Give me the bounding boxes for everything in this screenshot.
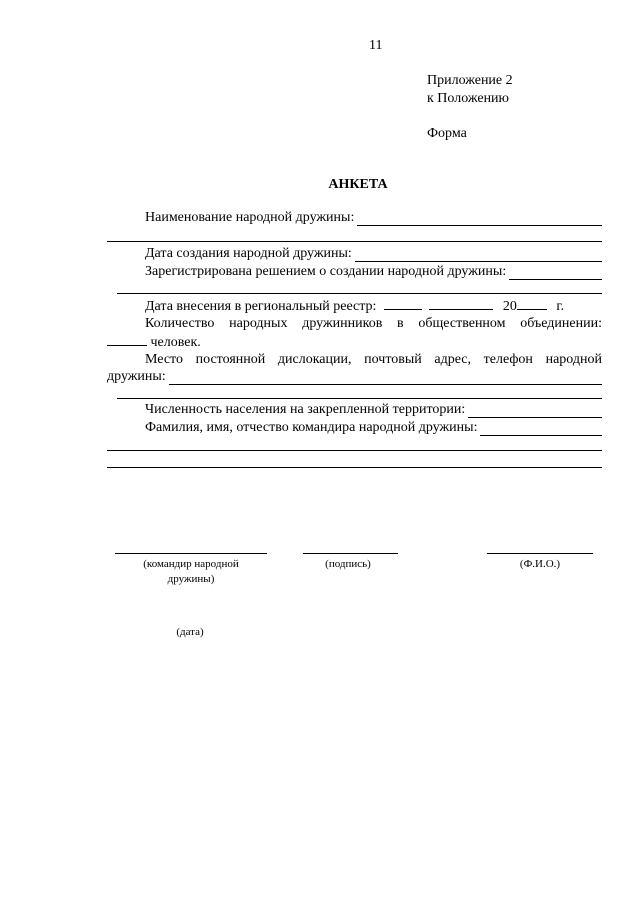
field-created-input[interactable]	[355, 248, 602, 262]
field-registered-row	[145, 262, 602, 280]
field-commander-row	[145, 418, 602, 436]
field-commander-continuation-2[interactable]	[107, 467, 602, 468]
registry-year-prefix: 20	[502, 299, 517, 314]
field-members-label: Количество народных дружинников в общественном объединении:	[145, 316, 602, 331]
signature-line[interactable]	[303, 553, 398, 554]
field-name-row	[145, 208, 602, 226]
commander-signature-line[interactable]	[115, 553, 267, 554]
form-label: Форма	[427, 126, 467, 141]
field-members-input[interactable]	[107, 333, 147, 346]
page-number: 11	[369, 38, 383, 53]
field-location-label-line1: Место постоянной дислокации, почтовый адрес, телефон народной	[145, 352, 602, 367]
field-registered-label: Зарегистрирована решением о создании народной дружины:	[145, 264, 507, 279]
page-title: АНКЕТА	[328, 177, 388, 192]
field-members-block	[107, 315, 602, 352]
registry-day-input[interactable]	[384, 297, 422, 310]
commander-caption: (командир народной дружины)	[143, 558, 239, 585]
field-name-input[interactable]	[357, 212, 602, 226]
field-population-label: Численность населения на закрепленной территории:	[145, 402, 466, 417]
field-members-unit: человек.	[150, 335, 201, 350]
field-location-label-line2: дружины:	[107, 369, 166, 384]
field-name-label: Наименование народной дружины:	[145, 210, 355, 225]
appendix-label: Приложение 2	[427, 73, 513, 88]
field-location-row	[107, 367, 602, 385]
field-population-input[interactable]	[468, 404, 602, 418]
field-name-continuation[interactable]	[107, 241, 602, 242]
field-created-label: Дата создания народной дружины:	[145, 246, 352, 261]
field-commander-label: Фамилия, имя, отчество командира народной дружины:	[145, 420, 478, 435]
field-population-row	[145, 400, 602, 418]
regulation-label: к Положению	[427, 91, 510, 106]
field-commander-continuation-1[interactable]	[107, 450, 602, 451]
field-location-input[interactable]	[169, 371, 602, 385]
field-registered-continuation[interactable]	[117, 293, 602, 294]
field-registry-date-row	[145, 297, 564, 316]
field-created-row	[145, 244, 602, 262]
fio-line[interactable]	[487, 553, 593, 554]
field-commander-input[interactable]	[480, 422, 602, 436]
registry-year-suffix: г.	[556, 299, 565, 314]
field-location-continuation[interactable]	[117, 398, 602, 399]
signature-caption: (подпись)	[325, 558, 371, 570]
field-registered-input[interactable]	[509, 266, 602, 280]
date-caption: (дата)	[176, 626, 204, 638]
field-registry-date-label: Дата внесения в региональный реестр:	[145, 299, 377, 314]
fio-caption: (Ф.И.О.)	[519, 558, 561, 570]
registry-month-input[interactable]	[429, 297, 493, 310]
registry-year-input[interactable]	[517, 297, 547, 310]
